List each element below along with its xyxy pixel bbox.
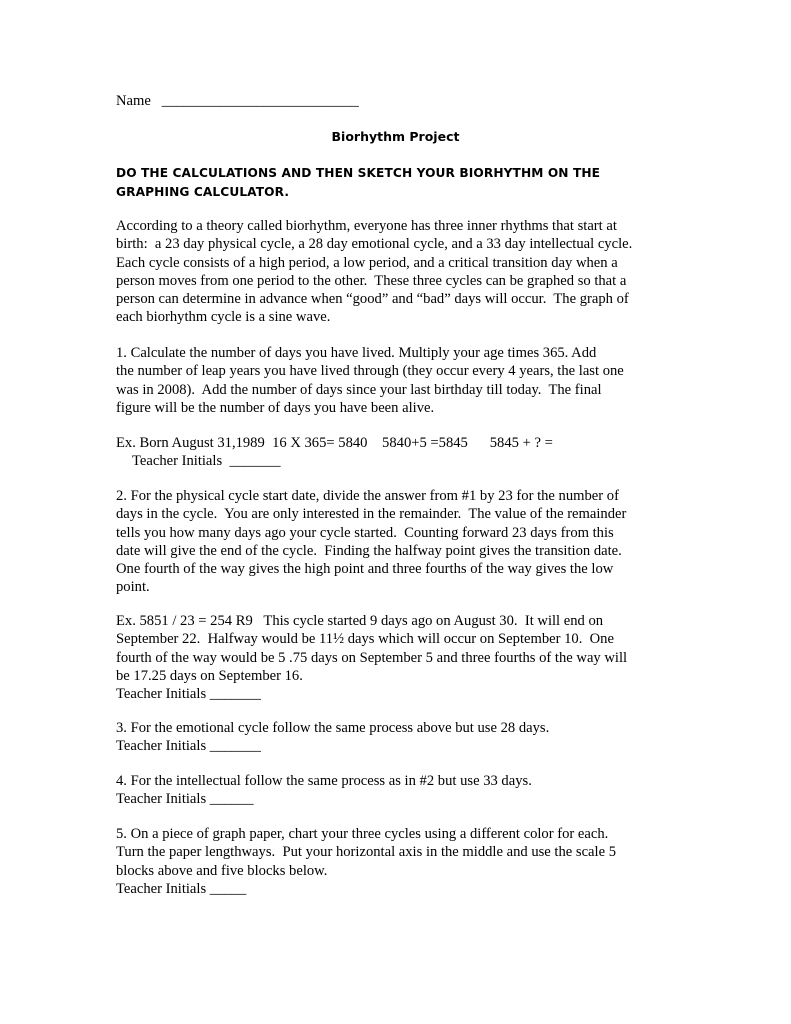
step-4-paragraph xyxy=(116,772,676,809)
teacher-initials-3: Teacher Initials _______ xyxy=(116,738,261,755)
example-2-line: be 17.25 days on September 16. xyxy=(116,667,303,684)
step-3-paragraph xyxy=(116,719,676,756)
intro-line: person moves from one period to the other. These three cycles can be graphed so that a xyxy=(116,272,627,289)
page-title: Biorhythm Project xyxy=(331,129,460,144)
teacher-initials-2: Teacher Initials _______ xyxy=(116,686,261,703)
step-5-line: Turn the paper lengthways. Put your horizontal axis in the middle and use the scale 5 xyxy=(116,844,617,861)
step-2-line: days in the cycle. You are only interested in the remainder. The value of the remainder xyxy=(116,506,627,523)
step-5-line: 5. On a piece of graph paper, chart your three cycles using a different color for each. xyxy=(116,826,609,842)
example-2-line: fourth of the way would be 5 .75 days on September 5 and three fourths of the way will xyxy=(116,649,628,666)
intro-line: person can determine in advance when “good” and “bad” days will occur. The graph of xyxy=(116,291,629,308)
step-2-line: One fourth of the way gives the high point and three fourths of the way gives the low xyxy=(116,561,614,578)
step-2-line: date will give the end of the cycle. Finding the halfway point gives the transition date. xyxy=(116,542,622,559)
step-2-paragraph xyxy=(116,487,676,597)
teacher-initials-1: Teacher Initials _______ xyxy=(132,453,281,470)
example-2 xyxy=(116,612,676,703)
step-3-line: 3. For the emotional cycle follow the same process above but use 28 days. xyxy=(116,720,550,736)
heading-line: GRAPHING CALCULATOR. xyxy=(116,184,290,199)
intro-line: each biorhythm cycle is a sine wave. xyxy=(116,309,331,326)
example-2-line: September 22. Halfway would be 11½ days which will occur on September 10. One xyxy=(116,631,614,648)
step-5-line: blocks above and five blocks below. xyxy=(116,862,328,879)
step-1-paragraph xyxy=(116,344,676,417)
instructions-heading xyxy=(116,164,676,201)
name-field-line xyxy=(116,92,676,110)
teacher-initials-4: Teacher Initials ______ xyxy=(116,791,254,808)
example-1-line: Ex. Born August 31,1989 16 X 365= 5840 5840+5 =5845 5845 + ? = xyxy=(116,435,553,451)
teacher-initials-5: Teacher Initials _____ xyxy=(116,880,247,897)
step-5-paragraph xyxy=(116,825,676,898)
step-4-line: 4. For the intellectual follow the same process as in #2 but use 33 days. xyxy=(116,773,532,789)
intro-line: birth: a 23 day physical cycle, a 28 day emotional cycle, and a 33 day intellectual cycle. xyxy=(116,236,633,253)
intro-line: Each cycle consists of a high period, a low period, and a critical transition day when a xyxy=(116,254,618,271)
name-label: Name ___________________________ xyxy=(116,93,359,109)
step-1-line: 1. Calculate the number of days you have lived. Multiply your age times 365. Add xyxy=(116,345,597,361)
example-1 xyxy=(116,434,676,471)
step-1-line: figure will be the number of days you have been alive. xyxy=(116,399,435,416)
step-2-line: 2. For the physical cycle start date, divide the answer from #1 by 23 for the number of xyxy=(116,488,619,504)
step-2-line: point. xyxy=(116,579,150,596)
step-1-line: was in 2008). Add the number of days since your last birthday till today. The final xyxy=(116,381,602,398)
step-1-line: the number of leap years you have lived through (they occur every 4 years, the last one xyxy=(116,363,624,380)
intro-line: According to a theory called biorhythm, everyone has three inner rhythms that start at xyxy=(116,218,617,234)
example-2-line: Ex. 5851 / 23 = 254 R9 This cycle started 9 days ago on August 30. It will end on xyxy=(116,613,604,629)
heading-line: DO THE CALCULATIONS AND THEN SKETCH YOUR BIORHYTHM ON THE xyxy=(116,166,601,180)
step-2-line: tells you how many days ago your cycle started. Counting forward 23 days from this xyxy=(116,524,614,541)
intro-paragraph xyxy=(116,217,676,327)
